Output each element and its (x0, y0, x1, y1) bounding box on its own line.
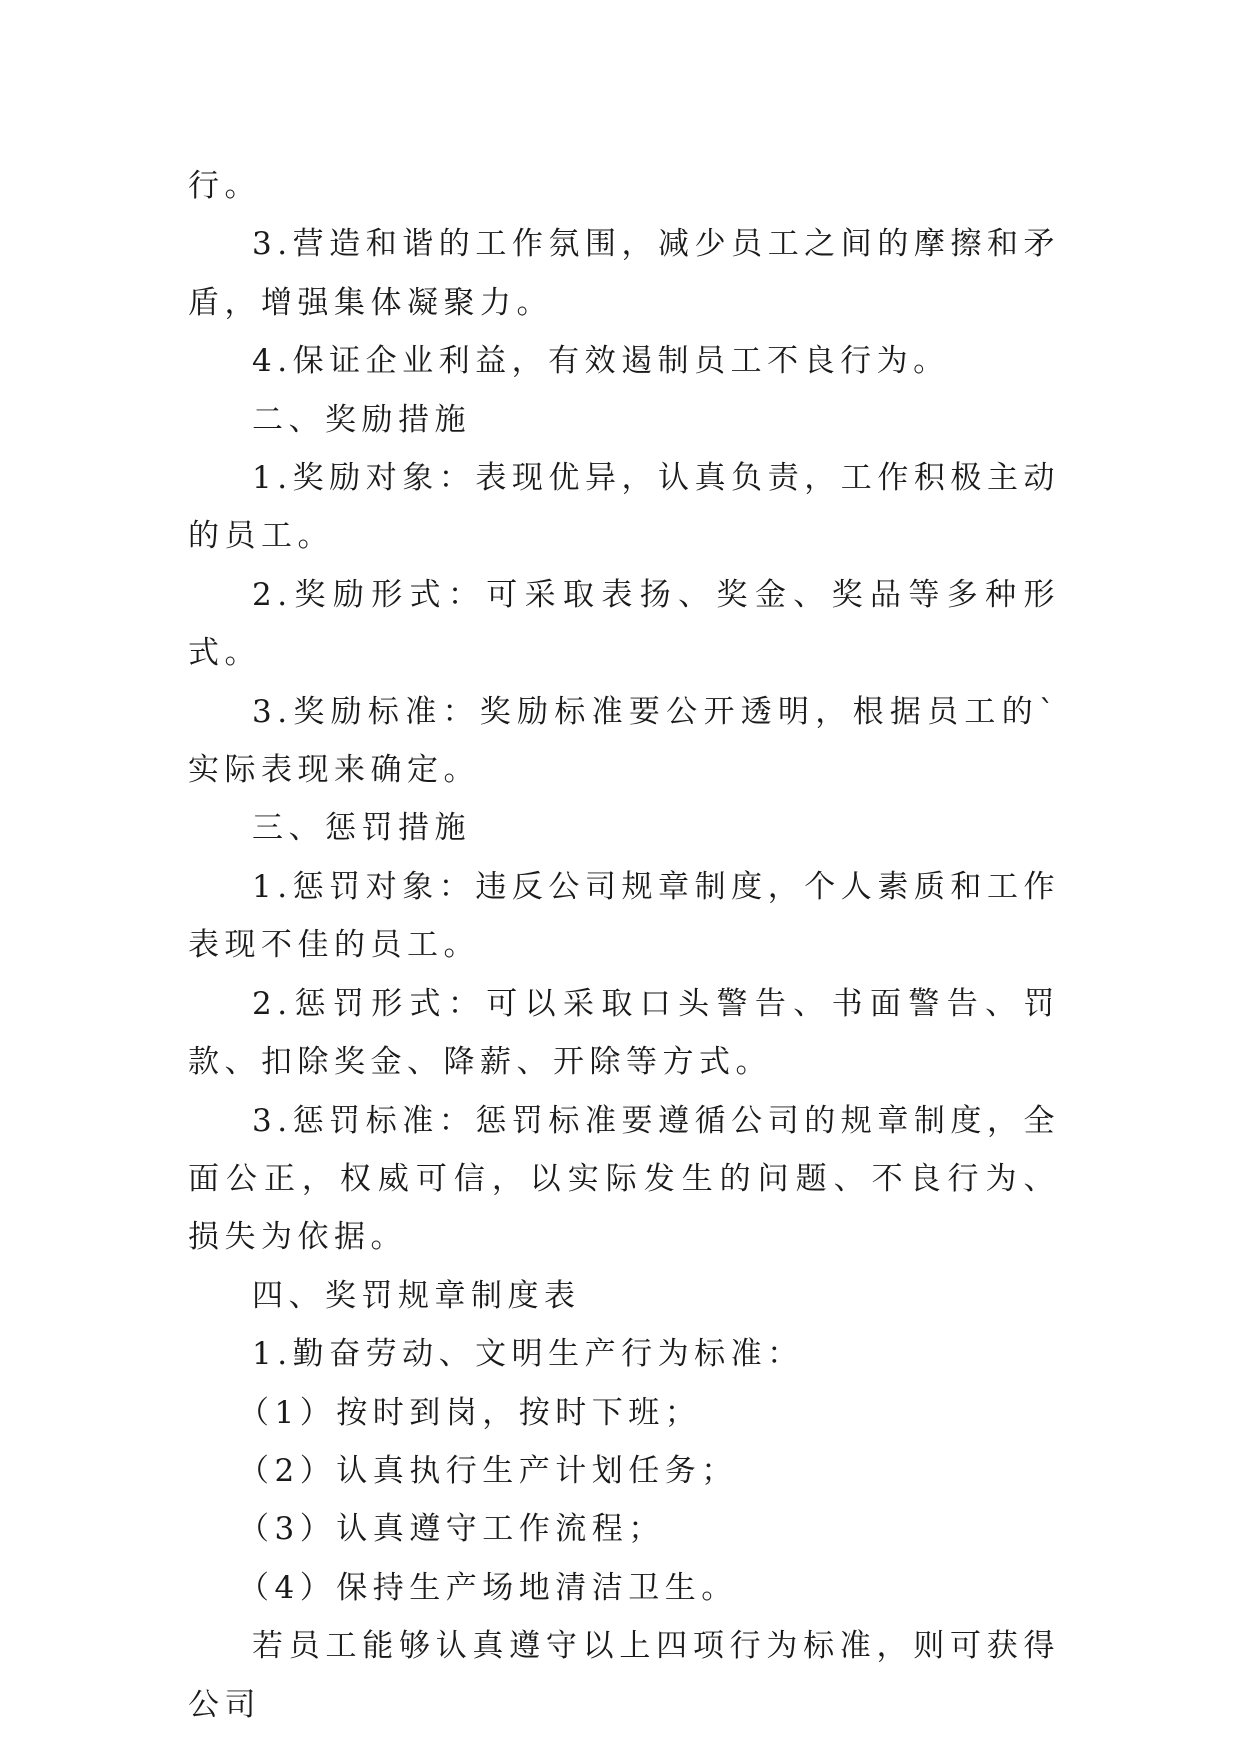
section-heading-penalty: 三、惩罚措施 (252, 810, 471, 847)
paragraph-behavior-standard: 1.勤奋劳动、文明生产行为标准： (252, 1336, 804, 1373)
list-item-3: （3）认真遵守工作流程； (238, 1511, 665, 1548)
paragraph-penalty-standard: 3.惩罚标准：惩罚标准要遵循公司的规章制度，全面公正，权威可信，以实际发生的问题、不良行为、损失为依据。 (188, 1102, 1060, 1256)
paragraph-penalty-target: 1.惩罚对象：违反公司规章制度，个人素质和工作表现不佳的员工。 (188, 868, 1060, 964)
paragraph-goal-4: 4.保证企业利益，有效遏制员工不良行为。 (252, 343, 950, 380)
document-body (188, 157, 1060, 1734)
paragraph-reward-form: 2.奖励形式：可采取表扬、奖金、奖品等多种形式。 (188, 576, 1060, 672)
section-heading-reward: 二、奖励措施 (252, 401, 471, 438)
list-item-4: （4）保持生产场地清洁卫生。 (238, 1569, 738, 1606)
paragraph-reward-standard: 3.奖励标准：奖励标准要公开透明，根据员工的`实际表现来确定。 (188, 693, 1060, 789)
paragraph-conclusion: 若员工能够认真遵守以上四项行为标准，则可获得公司 (188, 1628, 1060, 1723)
paragraph-continuation: 行。 (188, 168, 261, 204)
paragraph-penalty-form: 2.惩罚形式：可以采取口头警告、书面警告、罚款、扣除奖金、降薪、开除等方式。 (188, 985, 1060, 1081)
section-heading-regulation-table: 四、奖罚规章制度表 (252, 1277, 581, 1314)
paragraph-reward-target: 1.奖励对象：表现优异，认真负责，工作积极主动的员工。 (188, 460, 1060, 555)
list-item-1: （1）按时到岗，按时下班； (238, 1394, 702, 1431)
list-item-2: （2）认真执行生产计划任务； (238, 1452, 738, 1489)
paragraph-goal-3: 3.营造和谐的工作氛围，减少员工之间的摩擦和矛盾，增强集体凝聚力。 (188, 226, 1060, 321)
